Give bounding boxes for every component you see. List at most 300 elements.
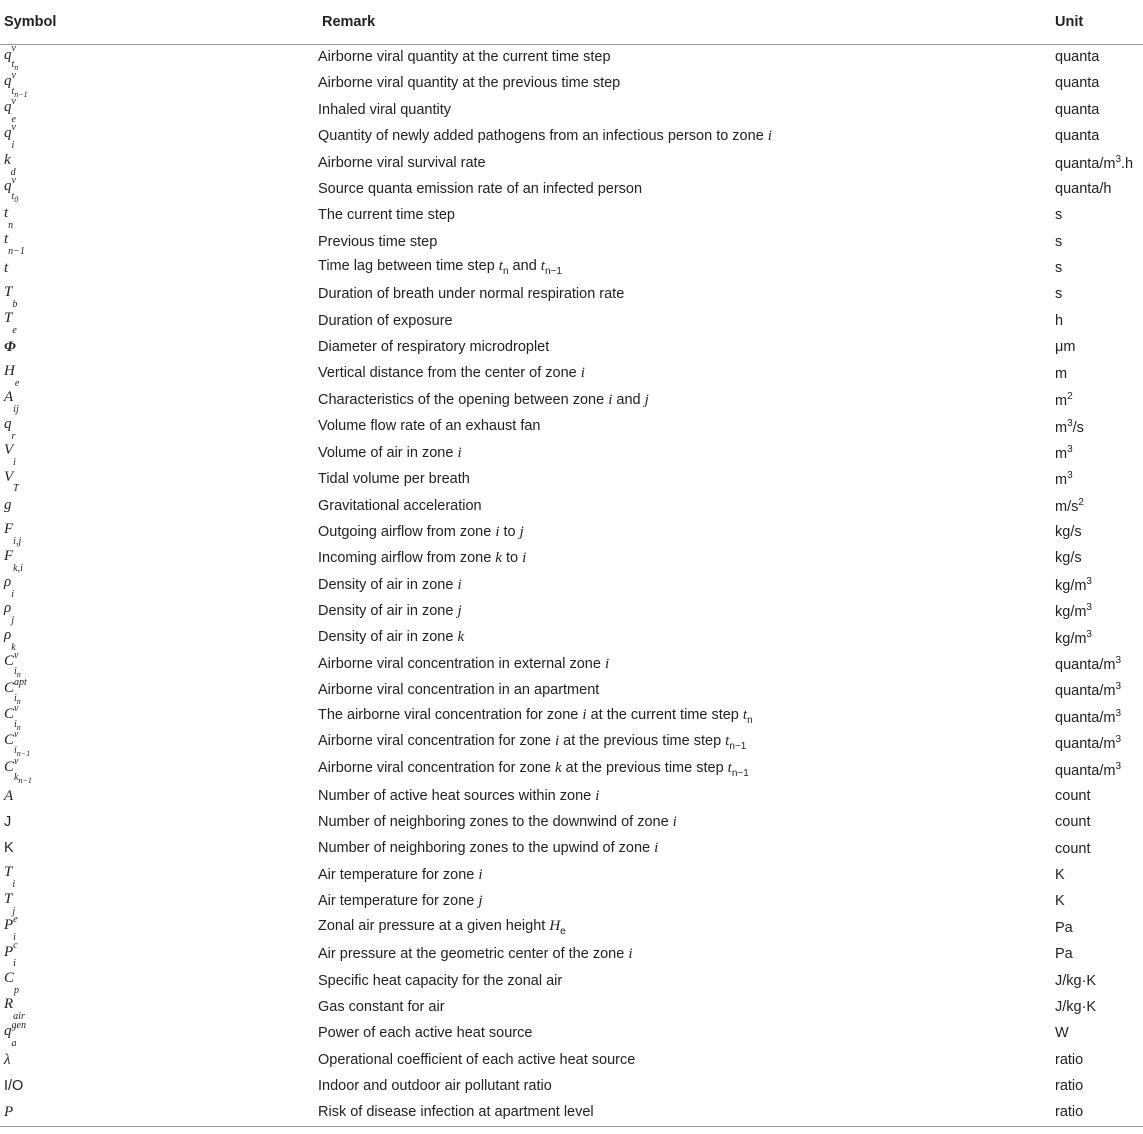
unit-cell bbox=[1055, 1100, 1143, 1126]
symbol-subscript-text: T bbox=[13, 483, 19, 495]
symbol-subscript bbox=[11, 616, 14, 626]
symbol-cell bbox=[0, 545, 318, 574]
symbol-base: t bbox=[4, 204, 9, 221]
symbol-cell bbox=[0, 387, 318, 416]
unit-cell bbox=[1055, 282, 1143, 308]
remark-variable: i bbox=[457, 576, 462, 593]
header-remark: Remark bbox=[318, 0, 1055, 44]
remark-text: Air pressure at the geometric center of the zone bbox=[318, 945, 629, 962]
unit-text: quanta bbox=[1055, 75, 1100, 92]
remark-variable-2: j bbox=[519, 523, 524, 540]
unit-text: J/kg·K bbox=[1055, 972, 1097, 989]
remark-cell bbox=[318, 545, 1055, 571]
symbol-subscript bbox=[8, 221, 13, 231]
remark-cell bbox=[318, 862, 1055, 888]
symbol-subscript bbox=[13, 564, 23, 574]
symbol-superscript: gen bbox=[11, 1019, 26, 1031]
header-symbol: Symbol bbox=[0, 0, 318, 44]
unit-cell bbox=[1055, 493, 1143, 519]
remark-variable: i bbox=[628, 945, 633, 962]
symbol-cell bbox=[0, 361, 318, 387]
unit-cell bbox=[1055, 255, 1143, 281]
unit-cell bbox=[1055, 757, 1143, 783]
symbol-base: ρ bbox=[4, 600, 12, 617]
unit-superscript: 3 bbox=[1067, 470, 1073, 482]
remark-text: Quantity of newly added pathogens from an infectious person to zone bbox=[318, 127, 768, 144]
unit-superscript: 3 bbox=[1115, 153, 1122, 165]
symbol-cell bbox=[0, 1019, 318, 1049]
unit-superscript: 2 bbox=[1078, 496, 1084, 508]
remark-variable-2: t bbox=[540, 258, 545, 275]
remark-text: Airborne viral concentration in external zone bbox=[318, 655, 605, 672]
table-row bbox=[0, 836, 1143, 862]
symbol-subscript-text: n−1 bbox=[8, 245, 25, 257]
symbol-cell bbox=[0, 202, 318, 231]
remark-variable-subscript: n bbox=[502, 266, 509, 278]
unit-text: s bbox=[1055, 233, 1063, 250]
symbol-cell bbox=[0, 1073, 318, 1099]
symbol-cell bbox=[0, 175, 318, 205]
symbol-subscript-text: i bbox=[14, 745, 17, 757]
unit-cell bbox=[1055, 862, 1143, 888]
remark-text: Density of air in zone bbox=[318, 602, 458, 619]
symbol-math bbox=[4, 442, 16, 469]
table-row bbox=[0, 625, 1143, 651]
unit-text: m bbox=[1055, 419, 1068, 436]
remark-cell bbox=[318, 625, 1055, 651]
remark-variable-2: i bbox=[522, 550, 527, 567]
symbol-subscript bbox=[13, 405, 19, 415]
remark-cell bbox=[318, 889, 1055, 915]
remark-variable: i bbox=[554, 733, 560, 750]
symbol-cell bbox=[0, 413, 318, 442]
unit-text: quanta bbox=[1055, 128, 1100, 145]
table-row bbox=[0, 968, 1143, 994]
symbol-superscript: v bbox=[11, 95, 16, 107]
remark-text: Duration of breath under normal respiration rate bbox=[318, 286, 625, 303]
symbol-base: V bbox=[4, 442, 14, 459]
table-row bbox=[0, 1047, 1143, 1073]
symbol-math bbox=[4, 996, 25, 1023]
unit-superscript: 3 bbox=[1115, 681, 1122, 693]
unit-cell bbox=[1055, 677, 1143, 703]
symbol-subscript-text: k bbox=[11, 641, 16, 653]
unit-cell bbox=[1055, 334, 1143, 360]
unit-text: quanta/m bbox=[1055, 762, 1116, 779]
symbol-subscript-text: t bbox=[11, 191, 15, 203]
unit-superscript: 3 bbox=[1067, 443, 1073, 455]
symbol-cell bbox=[0, 914, 318, 944]
remark-cell bbox=[318, 150, 1055, 176]
remark-variable-2: j bbox=[644, 391, 649, 408]
symbol-math bbox=[4, 389, 19, 416]
symbol-math bbox=[4, 468, 19, 495]
symbol-cell bbox=[0, 625, 318, 651]
symbol-cell bbox=[0, 572, 318, 598]
unit-text: h bbox=[1055, 312, 1064, 329]
remark-cell bbox=[318, 730, 1055, 756]
remark-cell bbox=[318, 176, 1055, 202]
symbol-cell bbox=[0, 282, 318, 308]
remark-cell bbox=[318, 915, 1055, 941]
symbol-math bbox=[4, 415, 16, 442]
table-row bbox=[0, 651, 1143, 677]
remark-text: Specific heat capacity for the zonal air bbox=[318, 972, 563, 989]
remark-cell bbox=[318, 308, 1055, 334]
unit-text: ratio bbox=[1055, 1078, 1084, 1095]
symbol-subscript-text: r bbox=[11, 430, 16, 442]
remark-variable: H bbox=[549, 918, 561, 935]
symbol-base: T bbox=[4, 310, 13, 327]
symbol-subscript-text: i bbox=[13, 457, 16, 469]
symbol-math bbox=[4, 969, 20, 996]
unit-text: m bbox=[1055, 365, 1068, 382]
remark-cell bbox=[318, 519, 1055, 545]
unit-cell bbox=[1055, 466, 1143, 492]
remark-text: Source quanta emission rate of an infected person bbox=[318, 180, 643, 197]
unit-superscript: 3 bbox=[1086, 575, 1092, 587]
symbol-subscript-inner: n bbox=[16, 670, 21, 680]
symbol-math bbox=[4, 122, 16, 152]
symbol-cell bbox=[0, 757, 318, 783]
unit-superscript: 3 bbox=[1067, 417, 1073, 429]
table-row bbox=[0, 44, 1143, 70]
unit-tail: /s bbox=[1072, 419, 1084, 436]
symbol-cell bbox=[0, 229, 318, 255]
remark-variable: i bbox=[580, 365, 585, 382]
remark-cell bbox=[318, 757, 1055, 783]
remark-text-mid: at the previous time step bbox=[559, 733, 726, 750]
symbol-base: T bbox=[4, 283, 13, 300]
remark-cell bbox=[318, 387, 1055, 413]
table-row bbox=[0, 308, 1143, 334]
unit-cell bbox=[1055, 889, 1143, 915]
table-row bbox=[0, 677, 1143, 703]
symbol-superscript: e bbox=[13, 914, 18, 926]
remark-cell bbox=[318, 1020, 1055, 1046]
symbol-base: K bbox=[4, 840, 14, 857]
unit-cell bbox=[1055, 361, 1143, 387]
symbol-subscript-inner: n−1 bbox=[16, 749, 31, 759]
remark-text: Previous time step bbox=[318, 233, 438, 250]
unit-text: m bbox=[1055, 445, 1068, 462]
table-row bbox=[0, 440, 1143, 466]
symbol-base: F bbox=[4, 521, 14, 538]
symbol-base: F bbox=[4, 547, 14, 564]
symbol-subscript-text: a bbox=[11, 1037, 17, 1049]
symbol-base: C bbox=[4, 706, 15, 723]
symbol-math bbox=[4, 729, 31, 759]
symbol-subscript-inner: n bbox=[16, 722, 21, 732]
unit-superscript: 3 bbox=[1086, 628, 1092, 640]
remark-variable-2: t bbox=[727, 759, 732, 776]
symbol-subscript-text: t bbox=[11, 85, 15, 97]
symbol-cell bbox=[0, 809, 318, 835]
symbol-cell bbox=[0, 69, 318, 99]
unit-cell bbox=[1055, 202, 1143, 228]
symbol-superscript: apt bbox=[14, 676, 27, 688]
symbol-math bbox=[4, 230, 25, 257]
table-row bbox=[0, 783, 1143, 809]
table-row bbox=[0, 730, 1143, 756]
unit-cell bbox=[1055, 730, 1143, 756]
remark-text: Gas constant for air bbox=[318, 999, 445, 1015]
remark-text: Airborne viral concentration for zone bbox=[318, 733, 555, 750]
symbol-subscript bbox=[12, 300, 17, 310]
remark-text: Density of air in zone bbox=[318, 629, 458, 646]
symbol-base: t bbox=[4, 230, 9, 247]
remark-text: Indoor and outdoor air pollutant ratio bbox=[318, 1078, 552, 1095]
symbol-base: C bbox=[4, 732, 15, 749]
table-row bbox=[0, 994, 1143, 1020]
remark-cell bbox=[318, 572, 1055, 598]
symbol-base: q bbox=[4, 415, 12, 432]
remark-cell bbox=[318, 1047, 1055, 1073]
symbol-base: P bbox=[4, 917, 14, 934]
table-row bbox=[0, 862, 1143, 888]
table-row bbox=[0, 1100, 1143, 1126]
table-row bbox=[0, 572, 1143, 598]
remark-text-mid: and bbox=[612, 391, 645, 408]
remark-text: Airborne viral concentration for zone bbox=[318, 759, 555, 776]
symbol-math bbox=[4, 310, 17, 337]
remark-cell bbox=[318, 202, 1055, 228]
symbol-cell bbox=[0, 440, 318, 469]
unit-tail: .h bbox=[1121, 155, 1134, 172]
remark-text: Volume of air in zone bbox=[318, 444, 458, 461]
unit-text: kg/s bbox=[1055, 523, 1082, 540]
remark-variable-2-subscript: n bbox=[747, 714, 753, 726]
symbol-cell bbox=[0, 836, 318, 862]
remark-variable: k bbox=[495, 550, 502, 567]
symbol-math bbox=[4, 650, 21, 680]
remark-cell bbox=[318, 334, 1055, 360]
symbol-base: g bbox=[4, 497, 12, 514]
table-row bbox=[0, 97, 1143, 123]
unit-text: W bbox=[1055, 1025, 1069, 1042]
symbol-math bbox=[4, 914, 18, 944]
symbol-subscript-text: t bbox=[11, 59, 15, 71]
symbol-subscript bbox=[12, 192, 19, 204]
remark-text: Duration of exposure bbox=[318, 312, 453, 329]
symbol-subscript-text: e bbox=[14, 377, 20, 389]
unit-cell bbox=[1055, 70, 1143, 96]
remark-text: Number of neighboring zones to the upwind of zone bbox=[318, 840, 655, 857]
symbol-subscript-text: i bbox=[14, 666, 17, 678]
symbol-cell bbox=[0, 308, 318, 337]
remark-cell bbox=[318, 413, 1055, 439]
symbol-subscript-inner: n−1 bbox=[14, 89, 28, 99]
unit-text: s bbox=[1055, 207, 1063, 224]
symbol-base: C bbox=[4, 679, 15, 696]
unit-text: K bbox=[1055, 867, 1065, 884]
remark-cell bbox=[318, 440, 1055, 466]
unit-text: s bbox=[1055, 260, 1063, 277]
symbol-subscript-text: e bbox=[11, 113, 16, 125]
remark-text-mid: to bbox=[501, 550, 523, 567]
symbol-subscript-text: air bbox=[13, 1011, 25, 1023]
symbol-subscript-text: b bbox=[12, 298, 18, 310]
symbol-base: T bbox=[4, 864, 13, 881]
remark-cell bbox=[318, 466, 1055, 492]
table-row bbox=[0, 1073, 1143, 1099]
symbol-base: J bbox=[4, 814, 12, 831]
symbol-cell bbox=[0, 862, 318, 891]
remark-cell bbox=[318, 941, 1055, 967]
symbol-subscript-text: i bbox=[14, 718, 17, 730]
unit-cell bbox=[1055, 229, 1143, 255]
remark-text-mid: at the previous time step bbox=[561, 759, 728, 776]
unit-cell bbox=[1055, 1073, 1143, 1099]
symbol-cell bbox=[0, 493, 318, 519]
unit-text: count bbox=[1055, 814, 1091, 831]
symbol-math bbox=[4, 676, 27, 706]
symbol-cell bbox=[0, 1100, 318, 1126]
table-row bbox=[0, 150, 1143, 176]
symbol-cell bbox=[0, 968, 318, 994]
remark-cell bbox=[318, 123, 1055, 149]
unit-text: Pa bbox=[1055, 919, 1073, 936]
symbol-math bbox=[4, 204, 14, 231]
remark-text: Characteristics of the opening between zone bbox=[318, 391, 609, 408]
unit-text: quanta/m bbox=[1055, 709, 1116, 726]
unit-text: kg/m bbox=[1055, 630, 1087, 647]
symbol-subscript bbox=[13, 537, 21, 547]
remark-variable: i bbox=[608, 391, 613, 408]
remark-text-mid: at the current time step bbox=[586, 707, 743, 724]
unit-superscript: 3 bbox=[1115, 655, 1122, 667]
symbol-math bbox=[4, 600, 14, 627]
table-row bbox=[0, 941, 1143, 967]
symbol-subscript bbox=[14, 986, 19, 996]
unit-cell bbox=[1055, 545, 1143, 571]
symbol-subscript-text: i bbox=[14, 692, 17, 704]
unit-cell bbox=[1055, 150, 1143, 176]
symbol-cell bbox=[0, 704, 318, 730]
symbol-superscript: v bbox=[14, 755, 19, 767]
unit-text: quanta/m bbox=[1055, 683, 1116, 700]
remark-variable: j bbox=[457, 602, 462, 619]
symbol-base: R bbox=[4, 996, 14, 1013]
unit-text: ratio bbox=[1055, 1104, 1084, 1121]
symbol-subscript-text: p bbox=[14, 984, 20, 996]
remark-text: Zonal air pressure at a given height bbox=[318, 918, 550, 935]
symbol-math bbox=[4, 864, 16, 891]
remark-cell bbox=[318, 229, 1055, 255]
symbol-superscript: v bbox=[14, 702, 19, 714]
unit-cell bbox=[1055, 625, 1143, 651]
unit-cell bbox=[1055, 123, 1143, 149]
table-row bbox=[0, 361, 1143, 387]
symbol-cell bbox=[0, 43, 318, 73]
table-row bbox=[0, 704, 1143, 730]
symbol-subscript-text: d bbox=[10, 166, 16, 178]
symbol-cell bbox=[0, 519, 318, 548]
symbol-superscript: v bbox=[11, 175, 16, 187]
remark-cell bbox=[318, 598, 1055, 624]
remark-variable: i bbox=[767, 127, 772, 144]
unit-text: quanta bbox=[1055, 49, 1100, 66]
symbol-cell bbox=[0, 729, 318, 759]
symbol-base: C bbox=[4, 969, 15, 986]
table-row bbox=[0, 123, 1143, 149]
remark-variable: k bbox=[554, 759, 562, 776]
table-row bbox=[0, 202, 1143, 228]
unit-text: quanta bbox=[1055, 101, 1100, 118]
table-row bbox=[0, 519, 1143, 545]
unit-cell bbox=[1055, 1047, 1143, 1073]
remark-variable: i bbox=[654, 840, 659, 857]
remark-cell bbox=[318, 994, 1055, 1020]
symbol-base: q bbox=[4, 72, 12, 89]
unit-cell bbox=[1055, 44, 1143, 70]
remark-cell bbox=[318, 783, 1055, 809]
unit-text: ratio bbox=[1055, 1051, 1084, 1068]
table-row bbox=[0, 493, 1143, 519]
remark-text-mid: to bbox=[499, 523, 520, 540]
symbol-cell bbox=[0, 97, 318, 123]
symbol-base: P bbox=[4, 1104, 14, 1121]
table-row bbox=[0, 413, 1143, 439]
remark-cell bbox=[318, 255, 1055, 281]
unit-text: μm bbox=[1055, 339, 1076, 356]
table-row bbox=[0, 282, 1143, 308]
symbol-subscript-text: i bbox=[11, 589, 14, 600]
unit-cell bbox=[1055, 413, 1143, 439]
unit-superscript: 3 bbox=[1115, 707, 1122, 719]
unit-cell bbox=[1055, 941, 1143, 967]
unit-cell bbox=[1055, 994, 1143, 1020]
unit-text: Pa bbox=[1055, 946, 1073, 963]
symbol-base: q bbox=[4, 46, 12, 63]
symbol-base: C bbox=[4, 758, 15, 775]
symbol-math bbox=[4, 151, 16, 178]
remark-text: Outgoing airflow from zone bbox=[318, 523, 496, 540]
symbol-cell bbox=[0, 994, 318, 1023]
symbol-superscript: v bbox=[11, 69, 16, 81]
symbol-base: λ bbox=[4, 1051, 11, 1068]
symbol-math bbox=[4, 95, 16, 125]
symbol-math bbox=[4, 702, 21, 732]
symbol-math bbox=[4, 283, 18, 310]
remark-cell bbox=[318, 1073, 1055, 1099]
symbol-subscript bbox=[8, 247, 25, 257]
unit-cell bbox=[1055, 97, 1143, 123]
symbol-subscript-text: ij bbox=[13, 404, 19, 416]
remark-text: Gravitational acceleration bbox=[318, 497, 482, 514]
remark-cell bbox=[318, 651, 1055, 677]
remark-variable: i bbox=[595, 787, 600, 804]
unit-cell bbox=[1055, 598, 1143, 624]
unit-cell bbox=[1055, 651, 1143, 677]
remark-variable-2: t bbox=[725, 733, 730, 750]
symbol-subscript-inner: n bbox=[14, 63, 19, 73]
unit-cell bbox=[1055, 308, 1143, 334]
symbol-cell bbox=[0, 783, 318, 809]
symbol-math bbox=[4, 175, 19, 205]
symbol-cell bbox=[0, 940, 318, 970]
unit-text: quanta/m bbox=[1055, 656, 1116, 673]
table-row bbox=[0, 1020, 1143, 1046]
table-row bbox=[0, 466, 1143, 492]
symbol-base: q bbox=[4, 99, 12, 116]
remark-text: The current time step bbox=[318, 207, 455, 224]
header-unit: Unit bbox=[1055, 0, 1143, 44]
symbol-subscript-text: i bbox=[12, 879, 16, 891]
unit-cell bbox=[1055, 836, 1143, 862]
remark-text: Air temperature for zone bbox=[318, 866, 479, 883]
remark-cell bbox=[318, 968, 1055, 994]
